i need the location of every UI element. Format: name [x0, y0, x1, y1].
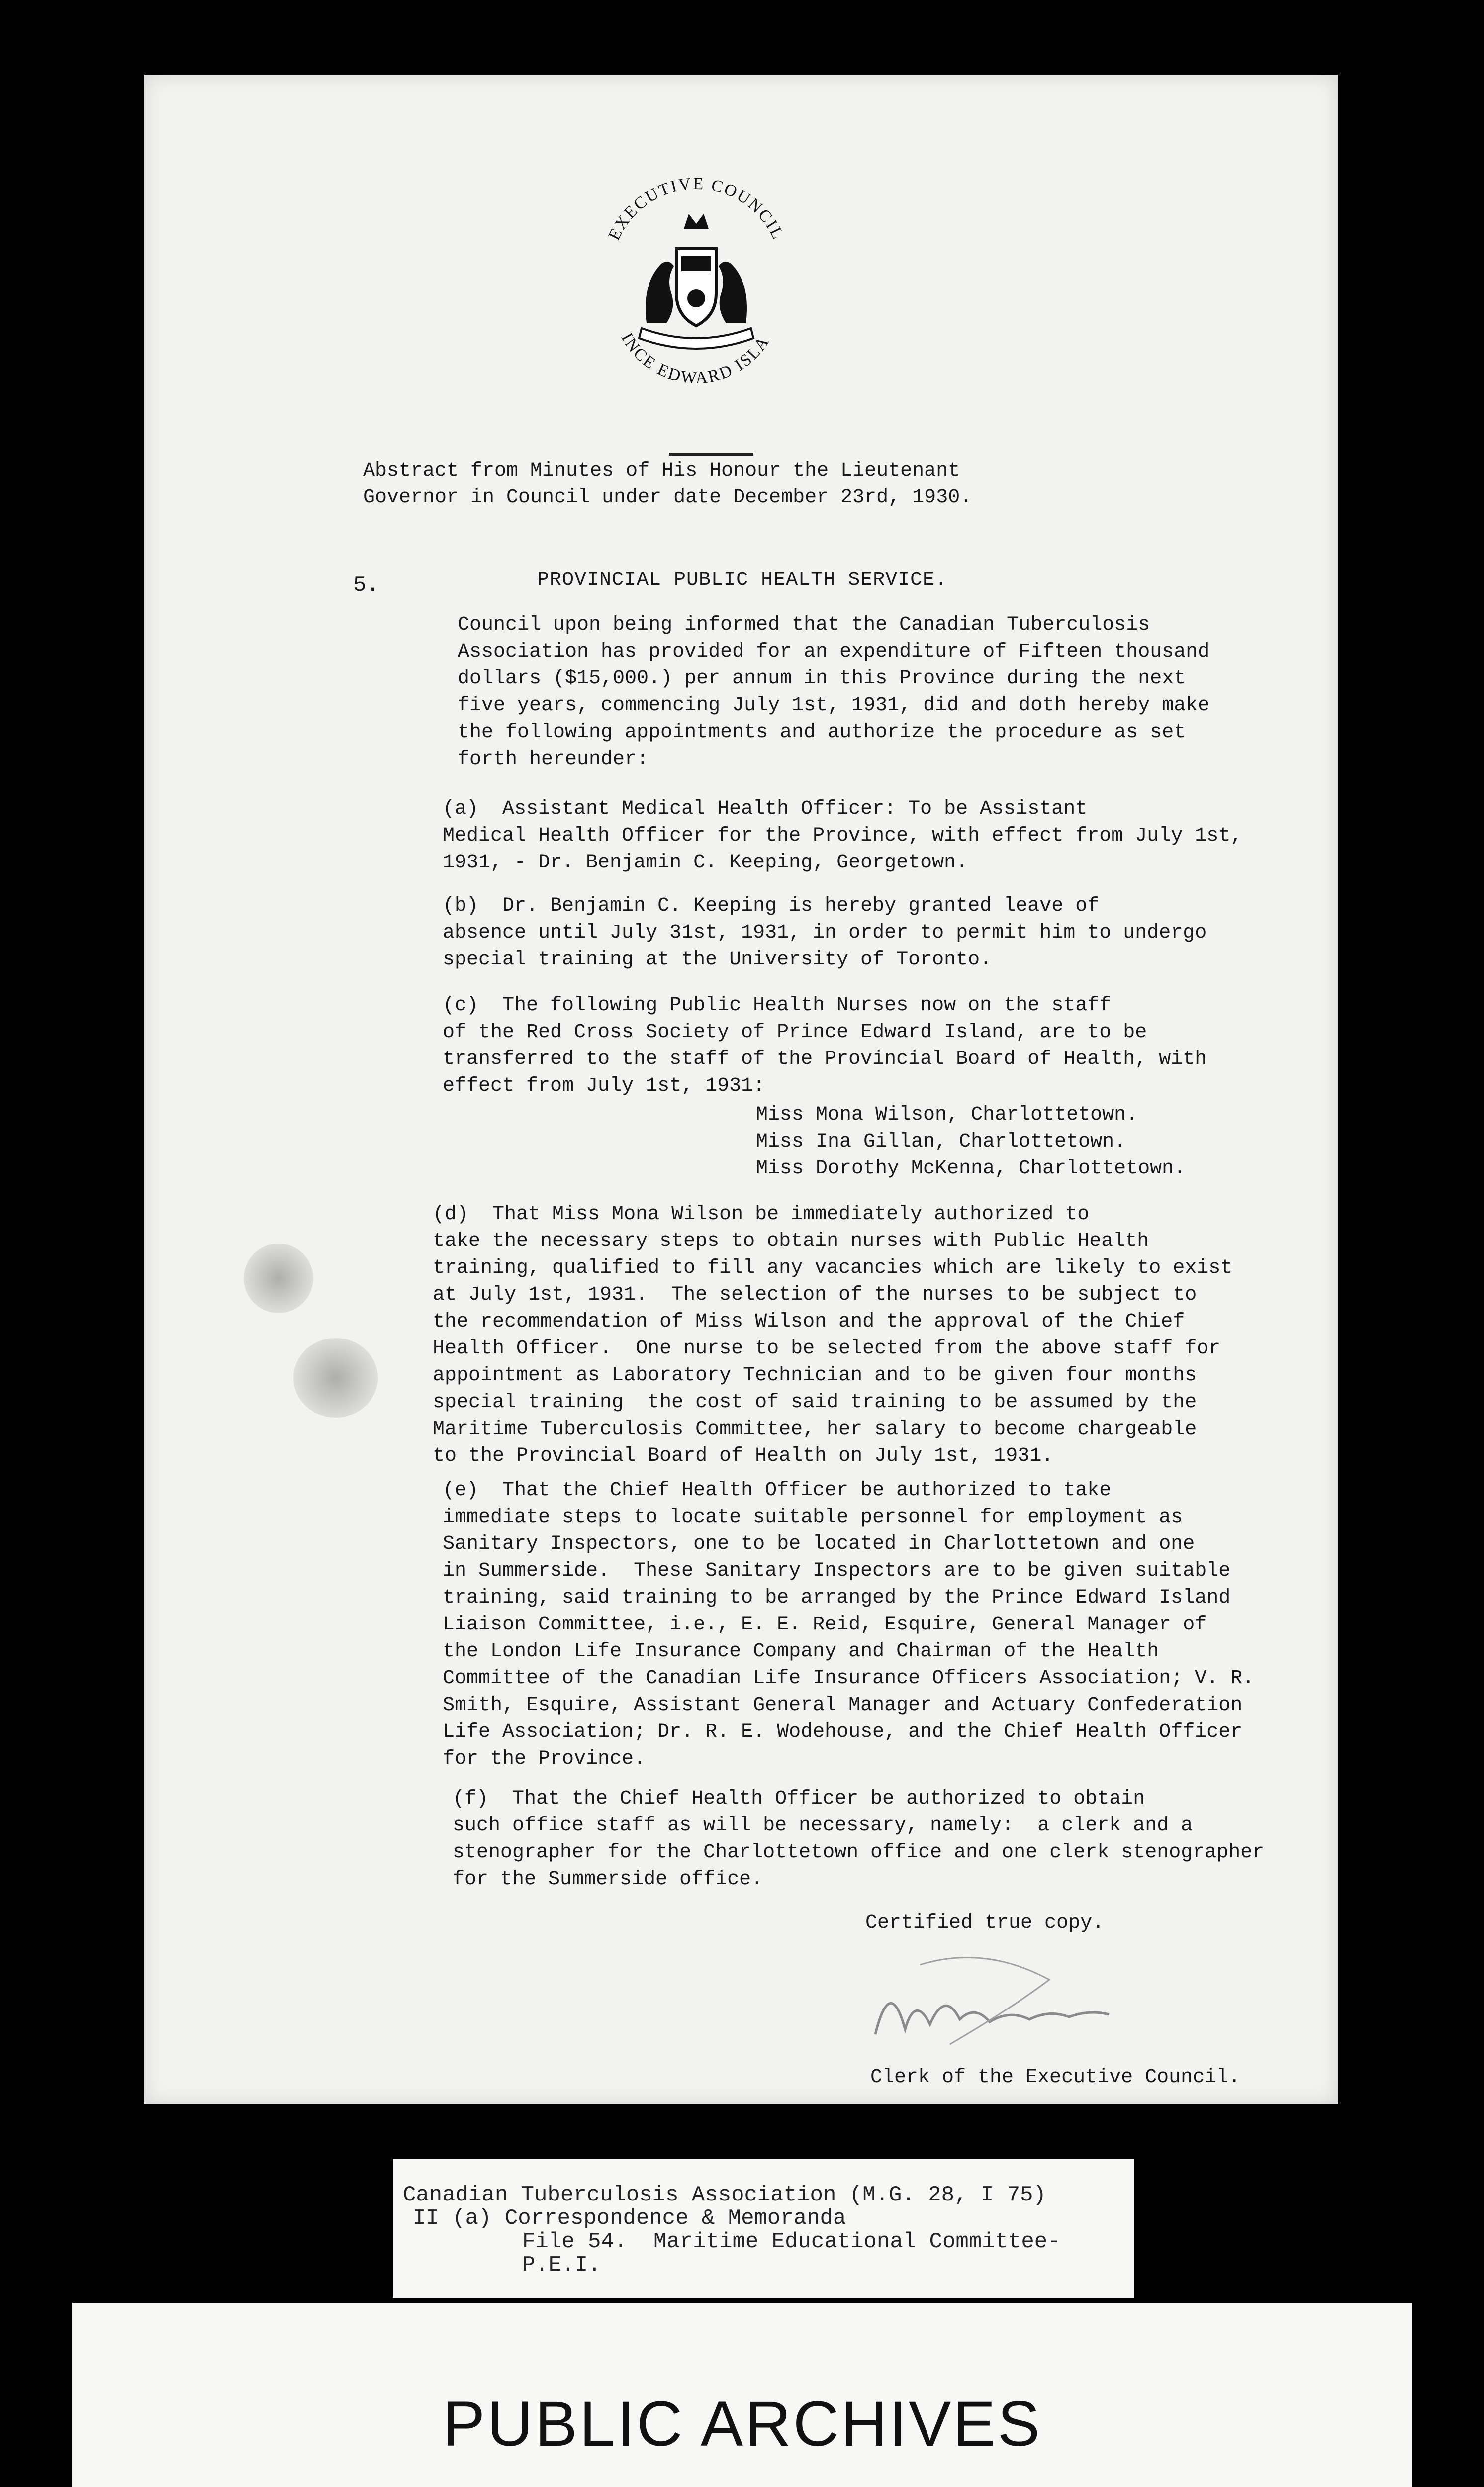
- crest-top-text: EXECUTIVE COUNCIL: [605, 174, 788, 243]
- clerk-title: Clerk of the Executive Council.: [870, 2066, 1241, 2089]
- crest-emblem-icon: [592, 174, 801, 413]
- certified-copy: Certified true copy.: [865, 1912, 1105, 1934]
- document-page: [144, 75, 1338, 2104]
- ink-smudge: [293, 1338, 378, 1418]
- crest-bottom-text: INCE EDWARD ISLA: [617, 330, 773, 387]
- banner-line-english: PUBLIC ARCHIVES: [442, 2389, 1042, 2460]
- paragraph-b: (b) Dr. Benjamin C. Keeping is hereby granted leave of absence until July 31st, 1931, in order to permit him to undergo special training at the University of Toronto.: [443, 895, 1207, 971]
- label-line-2: II (a) Correspondence & Memoranda: [413, 2206, 846, 2231]
- label-line-3: File 54. Maritime Educational Committee-: [522, 2229, 1061, 2254]
- handwritten-signature: [860, 1935, 1159, 2064]
- paragraph-d: (d) That Miss Mona Wilson be immediately authorized to take the necessary steps to obtain nurses with Public Health training, qualified to fill any vacancies which are likely to exist at July 1st, 1931. The selection of the nurses to be subject to the recommendation of Miss Wilson and the approval of the Chief Health Officer. One nurse to be selected from the above staff for appointment as Laboratory Technician and to be given four months special training the cost of said training to be assumed by the Maritime Tuberculosis Committee, her salary to become chargeable to the Provincial Board of Health on July 1st, 1931.: [433, 1203, 1233, 1467]
- paragraph-e: (e) That the Chief Health Officer be authorized to take immediate steps to locate suitable personnel for employment as Sanitary Inspectors, one to be located in Charlottetown and one in Summerside. These Sanitary Inspectors are to be given suitable training, said training to be arranged by the Prince Edward Island Liaison Committee, i.e., E. E. Reid, Esquire, General Manager of the London Life Insurance Company and Chairman of the Health Committee of the Canadian Life Insurance Officers Association; V. R. Smith, Esquire, Assistant General Manager and Actuary Confederation Life Association; Dr. R. E. Wodehouse, and the Chief Health Officer for the Province.: [443, 1479, 1255, 1770]
- archive-reference-label: [393, 2159, 1134, 2298]
- intro-paragraph: Council upon being informed that the Canadian Tuberculosis Association has provided for an expenditure of Fifteen thousand dollars ($15,000.) per annum in this Province during the next five years, commencing July 1st, 1931, did and doth hereby make the following appointments and authorize the procedure as set forth hereunder:: [458, 614, 1210, 770]
- public-archives-banner: [72, 2303, 1412, 2487]
- executive-council-crest: [592, 174, 801, 413]
- section-heading: PROVINCIAL PUBLIC HEALTH SERVICE.: [537, 569, 948, 591]
- ink-smudge: [244, 1244, 313, 1313]
- label-line-4: P.E.I.: [522, 2253, 601, 2278]
- abstract-header: Abstract from Minutes of His Honour the Lieutenant Governor in Council under date December 23rd, 1930.: [363, 460, 972, 509]
- paragraph-c: (c) The following Public Health Nurses now on the staff of the Red Cross Society of Prince Edward Island, are to be transferred to the staff of the Provincial Board of Health, with effect from July 1st, 1931:: [443, 994, 1207, 1097]
- paragraph-f: (f) That the Chief Health Officer be authorized to obtain such office staff as will be necessary, namely: a clerk and a stenographer for the Charlottetown office and one clerk stenographer for the Summerside office.: [453, 1788, 1265, 1891]
- label-line-1: Canadian Tuberculosis Association (M.G. 28, I 75): [403, 2183, 1046, 2207]
- nurses-list: Miss Mona Wilson, Charlottetown. Miss Ina Gillan, Charlottetown. Miss Dorothy McKenna, Charlottetown.: [756, 1104, 1186, 1180]
- header-rule: [669, 453, 753, 456]
- item-number: 5.: [353, 573, 379, 598]
- paragraph-a: (a) Assistant Medical Health Officer: To be Assistant Medical Health Officer for the Province, with effect from July 1st, 1931, - Dr. Benjamin C. Keeping, Georgetown.: [443, 798, 1243, 874]
